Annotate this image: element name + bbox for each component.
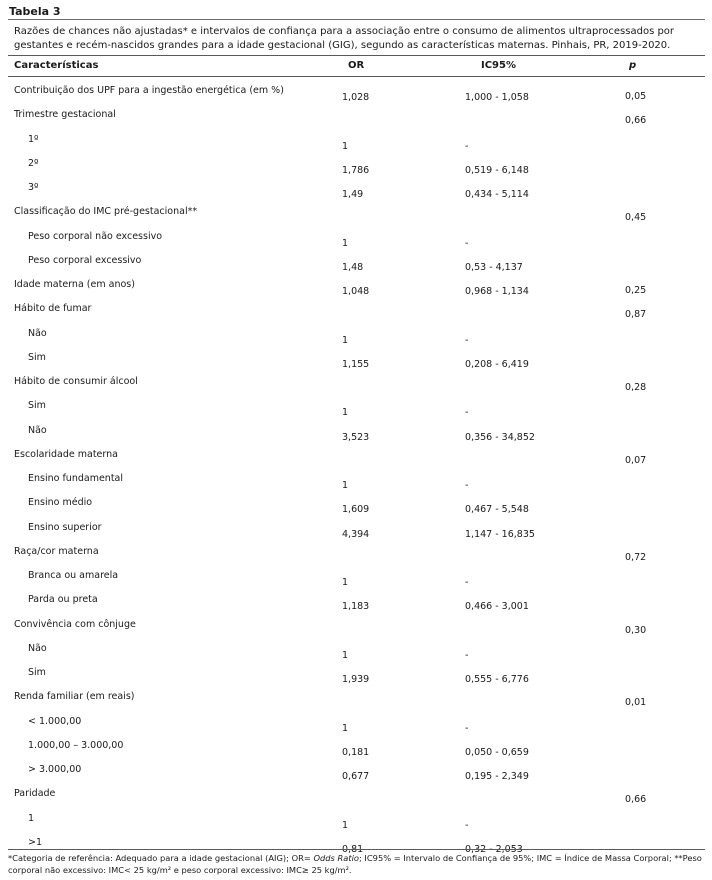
table-row <box>0 544 712 568</box>
row-or: 1 <box>342 237 349 249</box>
table-row <box>0 156 712 180</box>
row-label: Ensino fundamental <box>28 473 124 484</box>
table-row <box>0 229 712 253</box>
footer-rule <box>8 849 705 850</box>
row-p: 0,66 <box>625 115 647 127</box>
row-p: 0,72 <box>625 551 647 563</box>
row-p: 0,66 <box>625 794 647 806</box>
row-ci: - <box>465 237 469 249</box>
row-ci: 0,968 - 1,134 <box>465 286 529 297</box>
row-or: 4,394 <box>342 528 370 540</box>
table-row <box>0 447 712 471</box>
row-or: 1 <box>342 722 349 734</box>
table-row <box>0 83 712 107</box>
table-row <box>0 762 712 786</box>
header-bottom-rule <box>8 76 705 77</box>
row-label: Peso corporal excessivo <box>28 254 142 266</box>
table-row <box>0 350 712 374</box>
row-or: 0,81 <box>342 843 364 855</box>
row-label: < 1.000,00 <box>28 715 82 727</box>
table-row <box>0 738 712 762</box>
row-ci: 0,32 - 2,053 <box>465 843 523 855</box>
row-ci: - <box>465 819 469 831</box>
table-row <box>0 641 712 665</box>
table-row <box>0 204 712 228</box>
row-ci: - <box>465 649 469 661</box>
row-label: Ensino superior <box>28 521 102 533</box>
table-footnote <box>8 852 708 876</box>
row-label: 1º <box>28 133 39 145</box>
row-label: Convivência com cônjuge <box>14 618 136 630</box>
row-or: 1 <box>342 819 349 831</box>
table-row <box>0 689 712 713</box>
table-row <box>0 398 712 422</box>
row-or: 1 <box>342 480 349 491</box>
row-label: Branca ou amarela <box>28 570 119 581</box>
row-label: Sim <box>28 351 46 363</box>
row-p: 0,25 <box>625 285 647 296</box>
row-ci: 0,356 - 34,852 <box>465 431 535 443</box>
header-p: p <box>629 60 637 71</box>
row-label: Hábito de consumir álcool <box>14 376 138 387</box>
row-ci: 0,050 - 0,659 <box>465 746 529 758</box>
row-or: 0,181 <box>342 746 370 758</box>
row-label: Peso corporal não excessivo <box>28 230 163 242</box>
row-ci: 0,555 - 6,776 <box>465 674 529 685</box>
table-row <box>0 132 712 156</box>
row-ci: 1,147 - 16,835 <box>465 528 535 540</box>
row-ci: 1,000 - 1,058 <box>465 92 529 103</box>
footnote-part2: ; IC95% = Intervalo de Confiança de 95%; IMC = Índice de Massa Corporal; **Peso corporal não excessivo: IMC< 25 kg/m² e peso corporal excessivo: IMC≥ 25 kg/m². <box>8 853 702 875</box>
row-or: 3,523 <box>342 431 370 443</box>
row-or: 1 <box>342 334 349 346</box>
table-row <box>0 423 712 447</box>
row-or: 1 <box>342 649 349 661</box>
row-ci: 0,467 - 5,548 <box>465 504 529 516</box>
row-label: Escolaridade materna <box>14 448 118 460</box>
row-ci: - <box>465 407 469 419</box>
table-row <box>0 471 712 495</box>
row-or: 1,49 <box>342 189 364 200</box>
row-or: 1,183 <box>342 601 370 613</box>
row-p: 0,30 <box>625 624 647 636</box>
table-row <box>0 326 712 350</box>
row-ci: 0,434 - 5,114 <box>465 189 529 200</box>
row-label: > 3.000,00 <box>28 764 82 775</box>
row-or: 1,48 <box>342 261 364 273</box>
row-label: Hábito de fumar <box>14 303 92 315</box>
table-row <box>0 520 712 544</box>
row-p: 0,01 <box>625 697 647 709</box>
table-row <box>0 180 712 204</box>
row-or: 1,028 <box>342 92 370 103</box>
row-label: 1.000,00 – 3.000,00 <box>28 739 124 751</box>
row-or: 1,609 <box>342 504 370 516</box>
row-ci: - <box>465 722 469 734</box>
row-p: 0,45 <box>625 212 647 224</box>
table-row <box>0 277 712 301</box>
row-label: Paridade <box>14 788 56 800</box>
row-label: Contribuição dos UPF para a ingestão energética (em %) <box>14 85 284 96</box>
table-row <box>0 301 712 325</box>
row-ci: - <box>465 334 469 346</box>
table-row <box>0 665 712 689</box>
header-top-rule <box>8 55 705 56</box>
row-label: Raça/cor materna <box>14 545 99 557</box>
row-label: Renda familiar (em reais) <box>14 691 135 703</box>
row-ci: - <box>465 480 469 491</box>
header-or: OR <box>348 60 365 71</box>
row-label: 1 <box>28 812 35 824</box>
table-row <box>0 811 712 835</box>
row-label: Parda ou preta <box>28 594 98 606</box>
table-row <box>0 374 712 398</box>
row-label: Não <box>28 424 47 436</box>
row-p: 0,28 <box>625 382 647 393</box>
header-characteristics: Características <box>14 60 99 71</box>
footnote-part1: *Categoria de referência: Adequado para a idade gestacional (AIG); OR= <box>8 853 314 863</box>
row-label: 2º <box>28 157 39 169</box>
header-ci: IC95% <box>481 60 516 71</box>
row-label: Não <box>28 327 47 339</box>
table-row <box>0 253 712 277</box>
top-rule <box>8 19 705 20</box>
row-label: Não <box>28 642 47 654</box>
row-or: 1,939 <box>342 674 370 685</box>
row-or: 1,786 <box>342 164 370 176</box>
row-label: Sim <box>28 400 46 412</box>
row-p: 0,87 <box>625 309 647 321</box>
row-ci: 0,519 - 6,148 <box>465 164 529 176</box>
row-p: 0,07 <box>625 454 647 466</box>
row-label: Classificação do IMC pré-gestacional** <box>14 206 198 218</box>
row-ci: - <box>465 140 469 152</box>
row-label: Sim <box>28 667 46 678</box>
row-label: >1 <box>28 836 43 848</box>
table-row <box>0 107 712 131</box>
row-label: Idade materna (em anos) <box>14 279 135 290</box>
row-or: 1,155 <box>342 358 370 370</box>
row-or: 1 <box>342 407 349 419</box>
row-or: 0,677 <box>342 771 370 782</box>
table-row <box>0 617 712 641</box>
row-ci: 0,466 - 3,001 <box>465 601 529 613</box>
table-row <box>0 714 712 738</box>
row-ci: - <box>465 577 469 588</box>
table-caption: Razões de chances não ajustadas* e intervalos de confiança para a associação entre o consumo de alimentos ultraprocessados por gestantes e recém-nascidos grandes para a idade gestacional (GIG), segundo as características maternas. Pinhais, PR, 2019-2020. <box>14 26 675 51</box>
row-label: 3º <box>28 182 39 193</box>
row-or: 1 <box>342 577 349 588</box>
row-or: 1,048 <box>342 286 370 297</box>
row-label: Trimestre gestacional <box>14 109 116 121</box>
row-ci: 0,195 - 2,349 <box>465 771 529 782</box>
footnote-odds-ratio: Odds Ratio <box>313 853 359 863</box>
table-row <box>0 592 712 616</box>
table-label: Tabela 3 <box>9 5 61 18</box>
table-row <box>0 568 712 592</box>
row-p: 0,05 <box>625 91 647 102</box>
table-row <box>0 495 712 519</box>
table-row <box>0 786 712 810</box>
row-ci: 0,53 - 4,137 <box>465 261 523 273</box>
row-or: 1 <box>342 140 349 152</box>
row-label: Ensino médio <box>28 497 93 509</box>
row-ci: 0,208 - 6,419 <box>465 358 529 370</box>
